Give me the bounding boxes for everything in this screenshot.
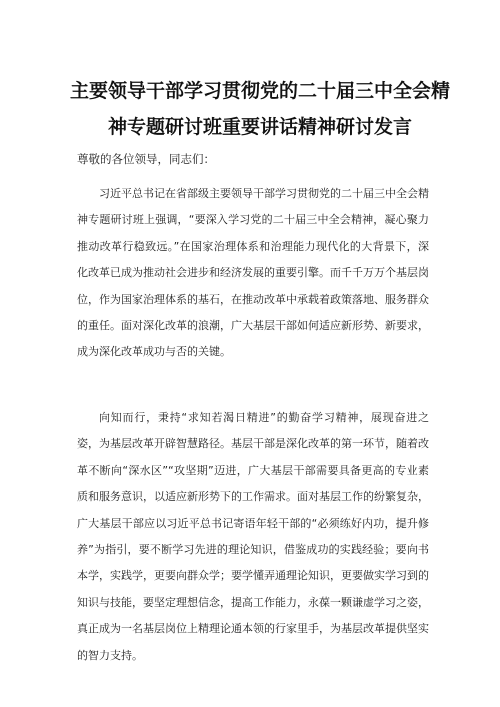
document-title-line-1: 主要领导干部学习贯彻党的二十届三中全会精 xyxy=(69,80,450,102)
document-title-line-2: 神专题研讨班重要讲话精神研讨发言 xyxy=(107,116,412,138)
salutation: 尊敬的各位领导，同志们： xyxy=(77,152,215,166)
paragraph-2: 向知而行，秉持“求知若渴日精进”的勤奋学习精神，展现奋进之姿，为基层改革开辟智慧路径。基层干部是深化改革的第一环节，随着改革不断向“深水区”“攻坚期”迈进，广大基层干部需要具备更高的专业素质和服务意识，以适应新形势下的工作需求。面对基层工作的纷繁复杂，广大基层干部应以习近平总书记寄语年轻干部的“必须练好内功，提升修养”为指引，要不断学习先进的理论知识，借鉴成功的实践经验；要向书本学，实践学，更要向群众学；要学懂弄通理论知识，更要做实学习到的知识与技能，要坚定理想信念，提高工作能力，永葆一颗谦虚学习之姿，真正成为一名基层岗位上精理论通本领的行家里手，为基层改革提供坚实的智力支持。 xyxy=(77,411,429,662)
paragraph-1: 习近平总书记在省部级主要领导干部学习贯彻党的二十届三中全会精神专题研讨班上强调，“要深入学习党的二十届三中全会精神，凝心聚力推动改革行稳致远。”在国家治理体系和治理能力现代化的大背景下，深化改革已成为推动社会进步和经济发展的重要引擎。而千千万万个基层岗位，作为国家治理体系的基石，在推动改革中承载着政策落地、服务群众的重任。面对深化改革的浪潮，广大基层干部如何适应新形势、新要求，成为深化改革成功与否的关键。 xyxy=(77,187,429,359)
